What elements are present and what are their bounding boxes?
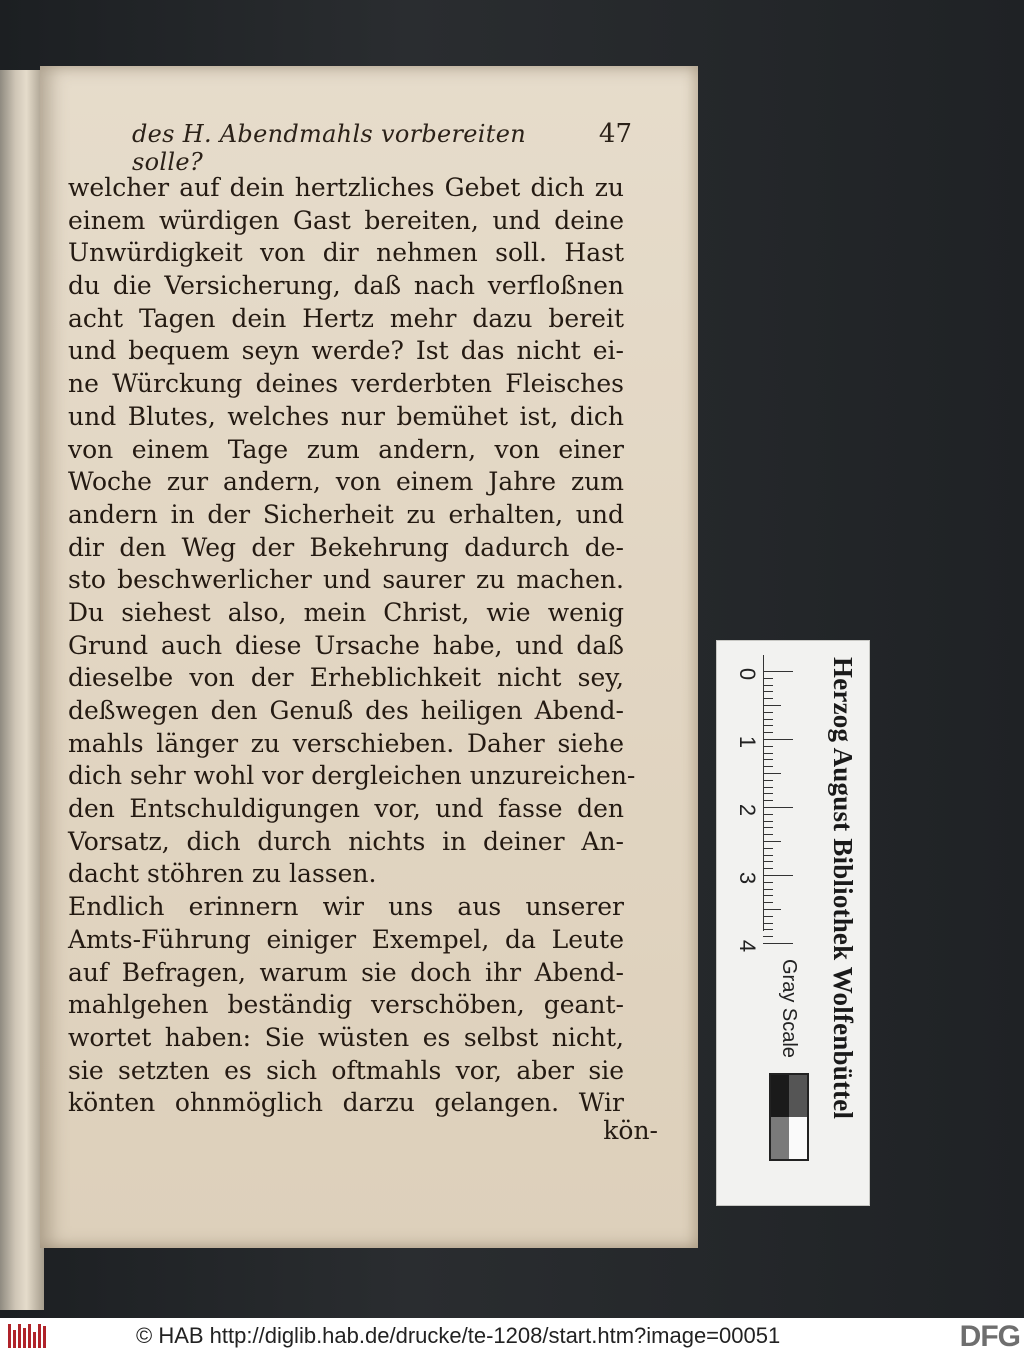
edge-glyph: [4, 213, 18, 229]
grayscale-patches: [769, 1073, 809, 1161]
text-line: du die Versicherung, daß nach verfloßnen: [68, 271, 624, 301]
edge-glyph: [4, 279, 18, 295]
text-line: Woche zur andern, von einem Jahre zum: [68, 467, 624, 497]
preceding-pages-edge: [0, 70, 44, 1310]
text-line: sie setzten es sich oftmahls vor, aber sie: [68, 1055, 624, 1085]
edge-glyph: [4, 642, 18, 658]
edge-glyph: [4, 378, 18, 394]
ruler-tick: [763, 895, 773, 896]
ruler-tick: [763, 753, 773, 754]
catchword: kön-: [603, 1116, 658, 1145]
book-page: [40, 66, 698, 1248]
edge-glyph: [4, 774, 18, 790]
ruler-tick: [763, 882, 773, 883]
edge-glyph: [4, 708, 18, 724]
edge-glyph: [4, 1071, 18, 1087]
edge-glyph: [4, 1005, 18, 1021]
ruler-tick: [763, 834, 773, 835]
ruler-tick: [763, 732, 773, 733]
ruler-tick: [763, 759, 773, 760]
ruler-tick: [763, 712, 773, 713]
text-line: Endlich erinnern wir uns aus unserer: [68, 892, 624, 922]
edge-glyph: [4, 510, 18, 526]
ruler-tick: [763, 848, 773, 849]
ruler-number: 2: [735, 803, 760, 817]
text-line: wortet haben: Sie wüsten es selbst nicht,: [68, 1022, 624, 1052]
text-line: ne Würckung deines verderbten Fleisches: [68, 369, 624, 399]
text-line: den Entschuldigungen vor, und fasse den: [68, 794, 624, 824]
ruler-tick: [763, 841, 781, 842]
edge-glyph: [4, 840, 18, 856]
edge-glyph: [4, 411, 18, 427]
ruler-tick: [763, 902, 773, 903]
text-line: auf Befragen, warum sie doch ihr Abend-: [68, 957, 624, 987]
text-line: Unwürdigkeit von dir nehmen soll. Hast: [68, 238, 624, 268]
ruler-tick: [763, 725, 773, 726]
running-head: des H. Abendmahls vorbereiten solle?: [132, 120, 526, 176]
ruler-tick: [763, 923, 773, 924]
edge-glyph: [4, 1038, 18, 1054]
library-name: Herzog August Bibliothek Wolfenbüttel: [828, 657, 858, 1120]
edge-glyph: [4, 675, 18, 691]
ruler-tick: [763, 827, 773, 828]
ruler-tick: [763, 814, 773, 815]
ruler-tick: [763, 739, 793, 740]
text-line: dacht stöhren zu lassen.: [68, 859, 377, 889]
ruler-tick: [763, 705, 781, 706]
page-body-text: [68, 172, 636, 1120]
edge-glyph: [4, 609, 18, 625]
edge-glyph: [4, 477, 18, 493]
edge-glyph: [4, 246, 18, 262]
text-line: welcher auf dein hertzliches Gebet dich zu: [68, 173, 624, 202]
patch-light-2: [789, 1117, 807, 1159]
source-link[interactable]: © HAB http://diglib.hab.de/drucke/te-1208/start.htm?image=00051: [136, 1323, 781, 1348]
ruler-tick: [763, 861, 773, 862]
ruler-tick: [763, 868, 773, 869]
patch-dark-2: [789, 1075, 807, 1117]
ruler-tick: [763, 780, 773, 781]
grayscale-label: Gray Scale: [778, 959, 800, 1058]
footer-bar: [0, 1318, 1024, 1354]
page-header: [132, 119, 632, 176]
ruler-tick: [763, 855, 773, 856]
ruler-tick: [763, 719, 773, 720]
text-line: Grund auch diese Ursache habe, und daß: [68, 630, 624, 660]
ruler-tick: [763, 787, 773, 788]
ruler-tick: [763, 773, 781, 774]
patch-dark-1: [771, 1075, 789, 1117]
ruler-tick: [763, 793, 773, 794]
edge-glyph: [4, 906, 18, 922]
edge-glyph: [4, 741, 18, 757]
ruler-tick: [763, 678, 773, 679]
ruler-tick: [763, 746, 773, 747]
text-line: einem würdigen Gast bereiten, und deine: [68, 205, 624, 235]
edge-glyph: [4, 873, 18, 889]
ruler-tick: [763, 691, 773, 692]
color-scale-card: [716, 640, 870, 1206]
text-line: Vorsatz, dich durch nichts in deiner An-: [68, 826, 624, 856]
edge-glyph: [4, 345, 18, 361]
ruler-tick: [763, 821, 773, 822]
edge-glyph: [4, 939, 18, 955]
dfg-logo: DFG: [959, 1320, 1020, 1353]
text-line: andern in der Sicherheit zu erhalten, und: [68, 499, 624, 529]
ruler-tick: [763, 807, 793, 808]
text-line: acht Tagen dein Hertz mehr dazu bereit: [68, 303, 624, 333]
ruler-number: 4: [735, 939, 760, 953]
ruler-tick: [763, 671, 793, 672]
ruler-number: 1: [735, 735, 760, 749]
edge-glyph: [4, 444, 18, 460]
ruler-tick: [763, 875, 793, 876]
text-line: Amts-Führung einiger Exempel, da Leute: [68, 924, 624, 954]
ruler-tick: [763, 698, 773, 699]
text-line: dieselbe von der Erheblichkeit nicht sey,: [68, 663, 624, 693]
centimeter-ruler: [725, 655, 795, 955]
ruler-tick: [763, 943, 793, 944]
text-line: und bequem seyn werde? Ist das nicht ei-: [68, 336, 624, 366]
text-line: Du siehest also, mein Christ, wie wenig: [68, 597, 624, 627]
ruler-number: 0: [735, 667, 760, 681]
ruler-tick: [763, 936, 773, 937]
hab-logo-icon: [8, 1324, 48, 1348]
ruler-tick: [763, 800, 773, 801]
ruler-tick: [763, 685, 773, 686]
text-line: dich sehr wohl vor dergleichen unzureichen-: [68, 761, 636, 791]
text-line: sto beschwerlicher und saurer zu machen.: [68, 565, 624, 595]
text-line: und Blutes, welches nur bemühet ist, dich: [68, 401, 624, 431]
edge-glyph: [4, 576, 18, 592]
ruler-tick: [763, 909, 781, 910]
edge-glyph: [4, 180, 18, 196]
edge-glyph: [4, 972, 18, 988]
edge-glyph: [4, 807, 18, 823]
text-line: von einem Tage zum andern, von einer: [68, 434, 624, 464]
patch-light-1: [771, 1117, 789, 1159]
edge-glyph: [4, 543, 18, 559]
edge-glyph: [4, 312, 18, 328]
ruler-number: 3: [735, 871, 760, 885]
text-line: dir den Weg der Bekehrung dadurch de-: [68, 532, 624, 562]
text-line: deßwegen den Genuß des heiligen Abend-: [68, 696, 624, 725]
ruler-tick: [763, 916, 773, 917]
text-line: mahlgehen beständig verschöben, geant-: [68, 990, 624, 1020]
ruler-tick: [763, 929, 773, 930]
page-number: 47: [598, 119, 632, 149]
text-line: könten ohnmöglich darzu gelangen. Wir: [68, 1088, 624, 1118]
ruler-tick: [763, 766, 773, 767]
ruler-tick: [763, 889, 773, 890]
text-line: mahls länger zu verschieben. Daher siehe: [68, 728, 624, 758]
